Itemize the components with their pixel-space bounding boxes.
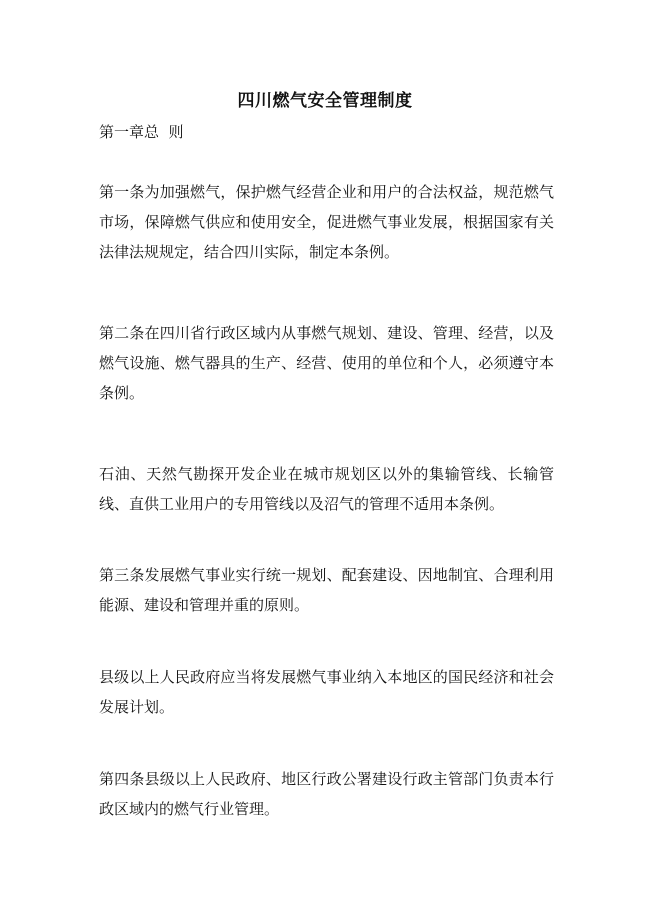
paragraph-article-3: 第三条发展燃气事业实行统一规划、配套建设、因地制宜、合理利用能源、建设和管理并重的原则。 bbox=[99, 566, 554, 614]
paragraph-exclusion: 石油、天然气勘探开发企业在城市规划区以外的集输管线、长输管线、直供工业用户的专用管线以及沼气的管理不适用本条例。 bbox=[99, 465, 554, 513]
paragraph-county-plan: 县级以上人民政府应当将发展燃气事业纳入本地区的国民经济和社会发展计划。 bbox=[99, 668, 554, 716]
paragraph-article-4: 第四条县级以上人民政府、地区行政公署建设行政主管部门负责本行政区域内的燃气行业管理。 bbox=[99, 770, 554, 818]
paragraph-article-2: 第二条在四川省行政区域内从事燃气规划、建设、管理、经营，以及燃气设施、燃气器具的生产、经营、使用的单位和个人，必须遵守本条例。 bbox=[99, 324, 554, 402]
chapter-heading: 第一章总 则 bbox=[99, 123, 184, 141]
document-title: 四川燃气安全管理制度 bbox=[237, 91, 413, 111]
paragraph-article-1: 第一条为加强燃气，保护燃气经营企业和用户的合法权益，规范燃气市场，保障燃气供应和使用安全，促进燃气事业发展，根据国家有关法律法规规定，结合四川实际，制定本条例。 bbox=[99, 183, 554, 261]
